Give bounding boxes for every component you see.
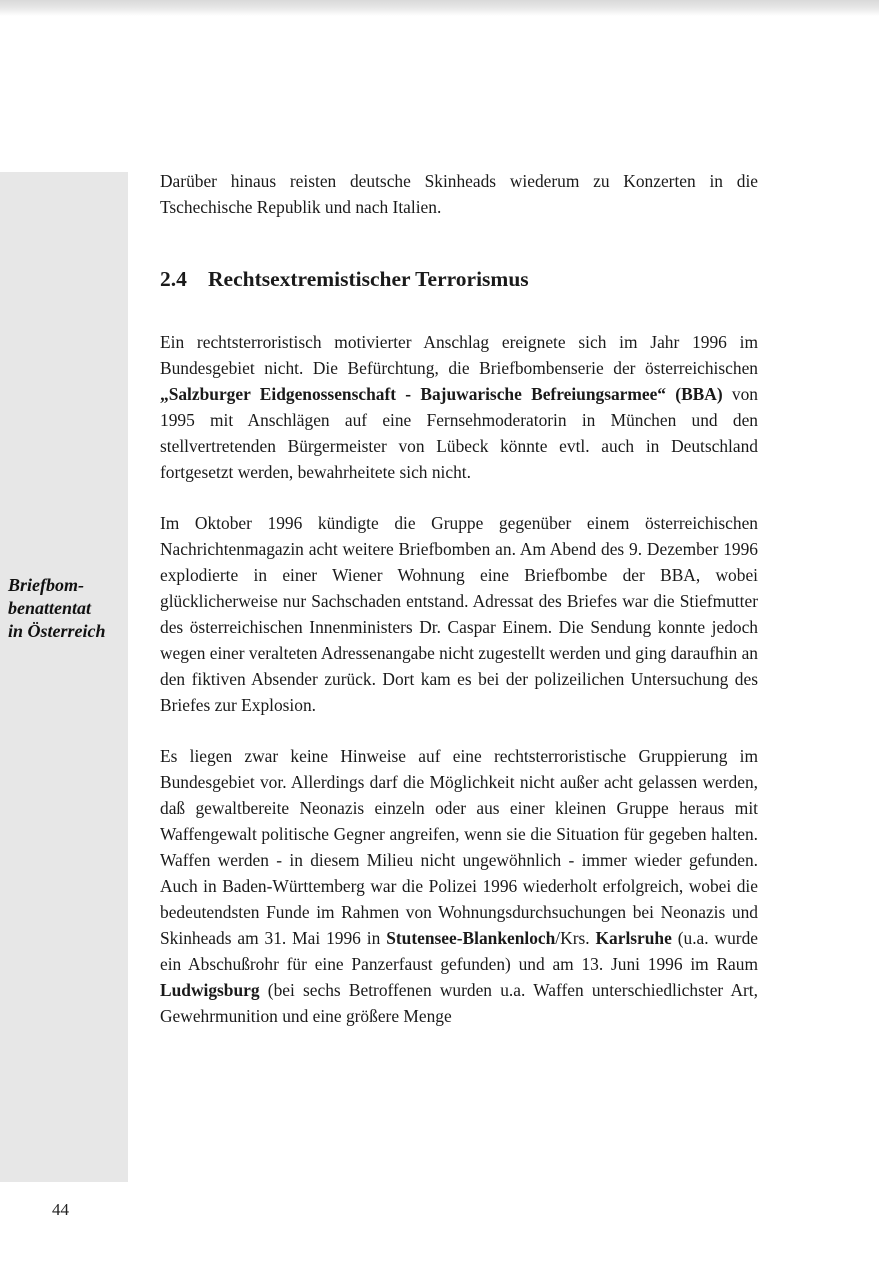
section-title: Rechtsextremistischer Terrorismus [208, 267, 529, 291]
paragraph-2: Im Oktober 1996 kündigte die Gruppe gegenüber einem österreichischen Nachrichtenmagazin acht weitere Briefbomben an. Am Abend des 9. Dezember 1996 explodierte in einer Wiener Wohnung eine Briefbombe der BBA, wobei glücklicherweise nur Sachschaden entstand. Adressat des Briefes war die Stiefmutter des österreichischen Innenministers Dr. Caspar Einem. Die Sendung konnte jedoch wegen einer veralteten Adressenangabe nicht zugestellt werden und ging daraufhin an den fiktiven Absender zurück. Dort kam es bei der polizeilichen Untersuchung des Briefes zur Explosion. [160, 513, 758, 715]
section-heading [160, 264, 758, 294]
place-stutensee: Stutensee-Blankenloch [386, 928, 556, 948]
paragraph-3-text-c: (bei sechs Betroffenen wurden u.a. Waffen unterschiedlichster Art, Gewehrmunition und eine größere Menge [160, 980, 758, 1026]
page-number: 44 [52, 1200, 69, 1219]
margin-column [0, 172, 128, 1182]
place-karlsruhe: Karlsruhe [595, 928, 672, 948]
paragraph-3-text-a: Es liegen zwar keine Hinweise auf eine rechtsterroristische Gruppierung im Bundesgebiet vor. Allerdings darf die Möglichkeit nicht außer acht gelassen werden, daß gewaltbereite Neonazis einzeln oder aus einer kleinen Gruppe heraus mit Waffengewalt politische Gegner angreifen, wenn sie die Situation für gegeben halten. Waffen werden - in diesem Milieu nicht ungewöhnlich - immer wieder gefunden. Auch in Baden-Württemberg war die Polizei 1996 wiederholt erfolgreich, wobei die bedeutendsten Funde im Rahmen von Wohnungsdurchsuchungen bei Neonazis und Skinheads am 31. Mai 1996 in [160, 746, 758, 948]
margin-note: Briefbom- benattentat in Österreich [8, 575, 106, 641]
paragraph-3 [160, 743, 758, 1029]
scan-top-edge [0, 0, 879, 16]
page-body [160, 168, 758, 1029]
organisation-name: „Salzburger Eidgenossenschaft - Bajuwarische Befreiungsarmee“ (BBA) [160, 384, 723, 404]
place-ludwigsburg: Ludwigsburg [160, 980, 260, 1000]
section-number: 2.4 [160, 267, 187, 291]
paragraph-3-sep: /Krs. [555, 928, 596, 948]
paragraph-1-text-a: Ein rechtsterroristisch motivierter Anschlag ereignete sich im Jahr 1996 im Bundesgebiet nicht. Die Befürchtung, die Briefbombenserie der österreichischen [160, 332, 758, 378]
paragraph-3-text-b: (u.a. wurde ein Abschußrohr für eine Panzerfaust gefunden) und am 13. Juni 1996 im Raum [160, 928, 758, 974]
paragraph-1-text-b: von 1995 mit Anschlägen auf eine Fernsehmoderatorin in München und den stellvertretenden Bürgermeister von Lübeck könnte evtl. auch in Deutschland fortgesetzt werden, bewahrheitete sich nicht. [160, 384, 758, 482]
intro-paragraph: Darüber hinaus reisten deutsche Skinheads wiederum zu Konzerten in die Tschechische Republik und nach Italien. [160, 171, 758, 217]
paragraph-1 [160, 329, 758, 485]
